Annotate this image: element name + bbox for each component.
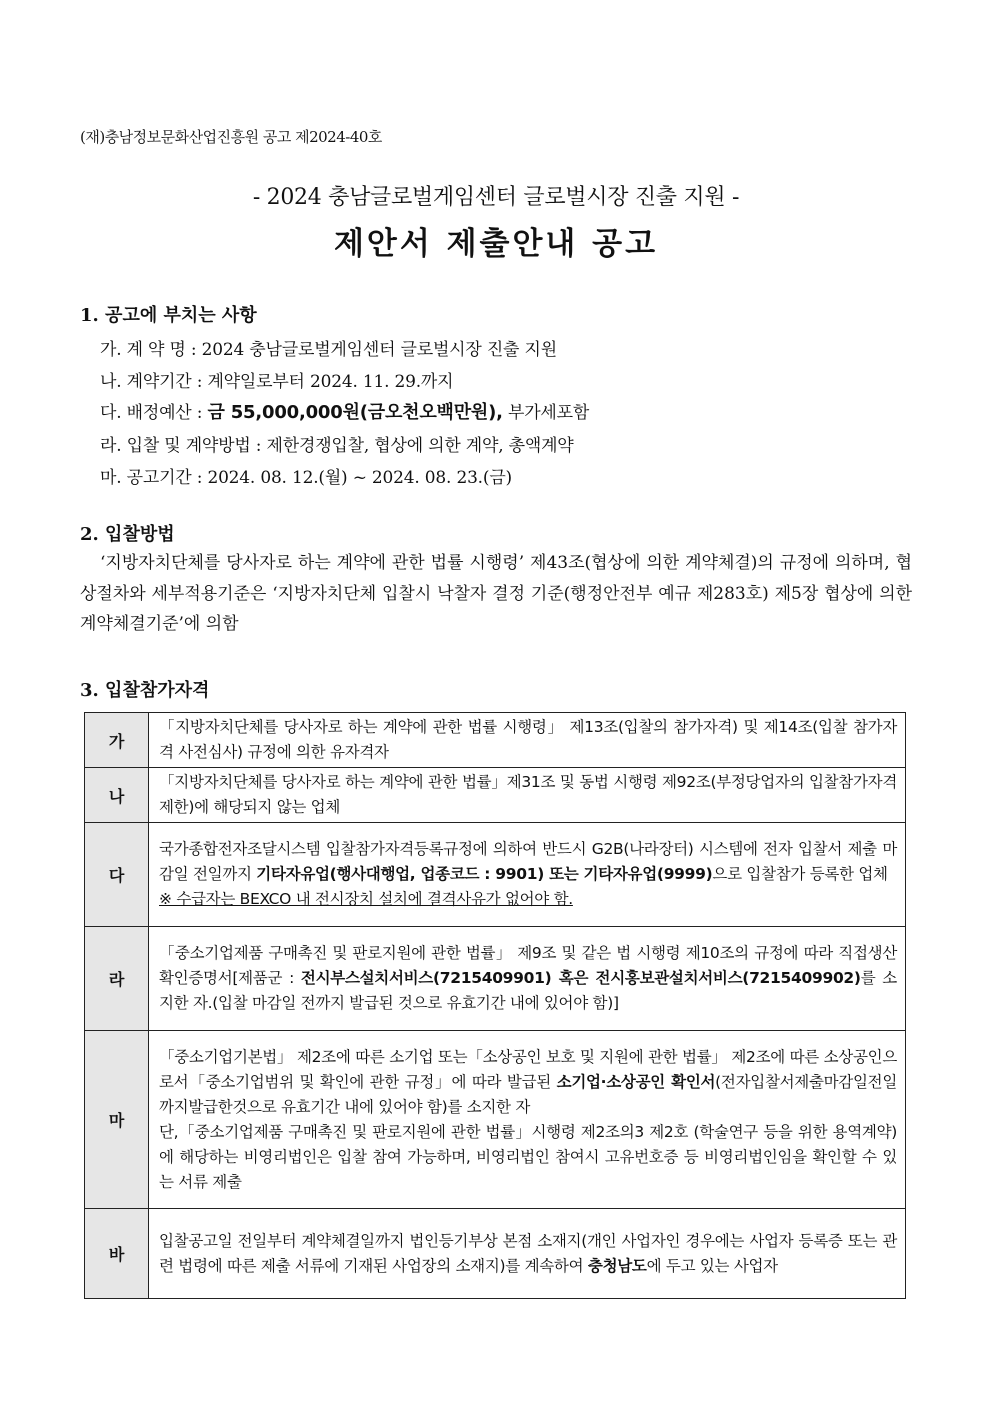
row-text-part: 국가종합전자조달시스템 입찰참가자격등록규정에 의하여 반드시 G2B(나라장터) 시스템에 전자 입찰서 제출 마감일 전일까지 (159, 840, 897, 883)
section2-body: ‘지방자치단체를 당사자로 하는 계약에 관한 법률 시행령’ 제43조(협상에 의한 계약체결)의 규정에 의하며, 협상절차와 세부적용기준은 ‘지방자치단체 입찰시 낙찰자 결정 기준(행정안전부 예규 제283호) 제5장 협상에 의한 계약체결기준’에 의함 (80, 553, 912, 634)
row-text-part: 「중소기업제품 구매촉진 및 판로지원에 관한 법률」 제9조 및 같은 법 시행령 제10조의 규정에 따라 직접생산확인증명서[제품군 : (159, 944, 897, 987)
contract-name: 가. 계 약 명 : 2024 충남글로벌게임센터 글로벌시장 진출 지원 (100, 340, 557, 360)
section3-heading: 3. 입찰참가자격 (80, 680, 210, 701)
row-text (149, 768, 906, 823)
row-text (149, 713, 906, 768)
row-text-part: 단,「중소기업제품 구매촉진 및 판로지원에 관한 법률」시행령 제2조의3 제2호 (학술연구 등을 위한 용역계약)에 해당하는 비영리법인은 입찰 참여 가능하며, 비영리법인 참여시 고유번호증 등 비영리법인임을 확인할 수 있는 서류 제출 (159, 1122, 897, 1191)
row-text (149, 823, 906, 927)
row-text-part: (전자입찰서제출마감일전일까지발급한것으로 유효기간 내에 있어야 함)를 소지한 자 (159, 1072, 897, 1116)
row-text (149, 927, 906, 1031)
table-row (85, 1031, 906, 1209)
notice-title: 제안서 제출안내 공고 (333, 226, 659, 262)
row-label: 다 (85, 823, 149, 927)
table-row (85, 768, 906, 823)
row-text-part: 를 소지한 자.(입찰 마감일 전까지 발급된 것으로 유효기간 내에 있어야 함)] (159, 969, 897, 1012)
row-text-bold: 전시부스설치서비스(7215409901) 혹은 전시홍보관설치서비스(7215409902) (300, 969, 861, 987)
table-row (85, 713, 906, 768)
row-text-part: 「지방자치단체를 당사자로 하는 계약에 관한 법률」제31조 및 동법 시행령 제92조(부정당업자의 입찰참가자격 제한)에 해당되지 않는 업체 (159, 773, 897, 816)
row-label: 가 (85, 713, 149, 768)
row-label: 라 (85, 927, 149, 1031)
budget-amount: 금 55,000,000원(금오천오백만원), (207, 402, 503, 423)
row-text-bold: 기타자유업(행사대행업, 업종코드 : 9901) 또는 기타자유업(9999) (256, 865, 713, 883)
table-row (85, 1209, 906, 1299)
budget-note: 부가세포함 (502, 403, 590, 423)
row-text-underline: ※ 수급자는 BEXCO 내 전시장치 설치에 결격사유가 없어야 함. (159, 890, 573, 908)
row-label: 마 (85, 1031, 149, 1209)
row-text (149, 1209, 906, 1299)
budget-line (100, 398, 589, 424)
row-text-part: 에 두고 있는 사업자 (646, 1256, 778, 1275)
notice-period: 마. 공고기간 : 2024. 08. 12.(월) ~ 2024. 08. 23.(금) (100, 468, 512, 488)
bid-method: 라. 입찰 및 계약방법 : 제한경쟁입찰, 협상에 의한 계약, 총액계약 (100, 436, 574, 456)
row-text (149, 1031, 906, 1209)
row-text-part: 「중소기업기본법」 제2조에 따른 소기업 또는「소상공인 보호 및 지원에 관한 법률」 제2조에 따른 소상공인으로서「중소기업범위 및 확인에 관한 규정」에 따라 발급된 (159, 1047, 897, 1091)
section2-heading: 2. 입찰방법 (80, 524, 175, 545)
qualification-table (84, 712, 906, 1299)
row-text-bold: 소기업·소상공인 확인서 (556, 1072, 716, 1091)
row-text-part: 입찰공고일 전일부터 계약체결일까지 법인등기부상 본점 소재지(개인 사업자인 경우에는 사업자 등록증 또는 관련 법령에 따른 제출 서류에 기재된 사업장의 소재지)를 계속하여 (159, 1231, 897, 1275)
table-row (85, 927, 906, 1031)
row-text-part: 으로 입찰참가 등록한 업체 (712, 865, 888, 883)
notice-subtitle: - 2024 충남글로벌게임센터 글로벌시장 진출 지원 - (252, 185, 740, 210)
table-row (85, 823, 906, 927)
org-notice-number: (재)충남정보문화산업진흥원 공고 제2024-40호 (80, 128, 382, 146)
budget-label: 다. 배정예산 : (100, 403, 208, 423)
row-label: 바 (85, 1209, 149, 1299)
section1-heading: 1. 공고에 부치는 사항 (80, 305, 257, 326)
row-text-bold: 충청남도 (587, 1256, 647, 1275)
row-text-part: 「지방자치단체를 당사자로 하는 계약에 관한 법률 시행령」 제13조(입찰의 참가자격) 및 제14조(입찰 참가자격 사전심사) 규정에 의한 유자격자 (159, 718, 897, 761)
contract-period: 나. 계약기간 : 계약일로부터 2024. 11. 29.까지 (100, 372, 454, 392)
row-label: 나 (85, 768, 149, 823)
